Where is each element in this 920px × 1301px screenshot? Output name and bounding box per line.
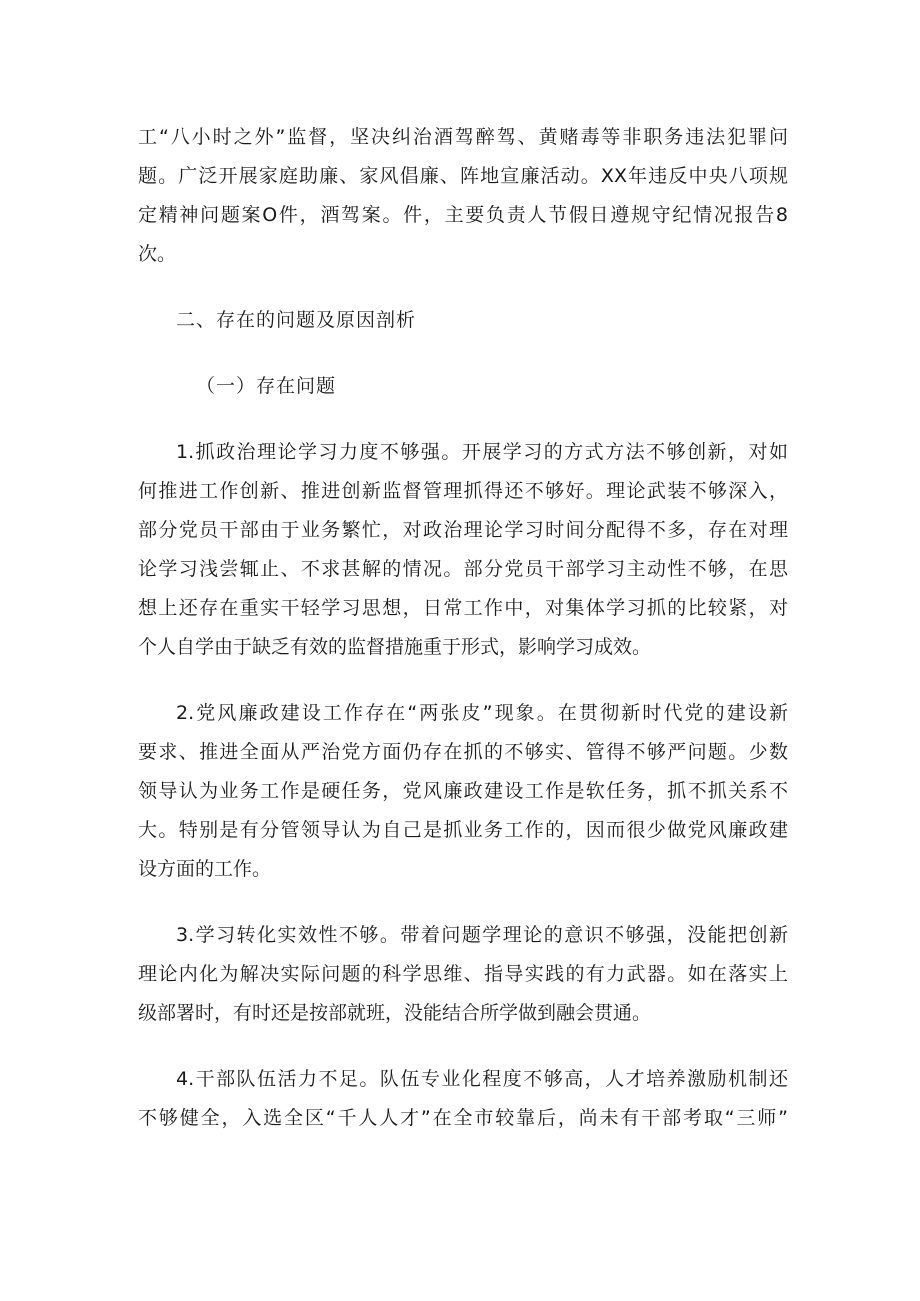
text-line: 4.干部队伍活力不足。队伍专业化程度不够高，人才培养激励机制还 — [176, 1068, 788, 1090]
text-line: 领导认为业务工作是硬任务，党风廉政建设工作是软任务，抓不抓关系不 — [138, 780, 788, 802]
text-line: 次。 — [138, 243, 177, 265]
text-line: 级部署时，有时还是按部就班，没能结合所学做到融会贯通。 — [138, 1002, 652, 1024]
document-body — [138, 118, 788, 1138]
text-line: 设方面的工作。 — [138, 858, 272, 880]
text-line: 想上还存在重实干轻学习思想，日常工作中，对集体学习抓的比较紧，对 — [138, 597, 788, 619]
section-heading: 二、存在的问题及原因剖析 — [176, 309, 417, 331]
text-line: 何推进工作创新、推进创新监督管理抓得还不够好。理论武装不够深入， — [138, 480, 788, 502]
text-line: 1.抓政治理论学习力度不够强。开展学习的方式方法不够创新，对如 — [176, 441, 788, 463]
text-line: 3.学习转化实效性不够。带着问题学理论的意识不够强，没能把创新 — [176, 924, 788, 946]
text-line: 不够健全，入选全区“千人人才”在全市较靠后，尚未有干部考取“三师” — [138, 1107, 788, 1129]
text-line: 要求、推进全面从严治党方面仍存在抓的不够实、管得不够严问题。少数 — [138, 741, 788, 763]
text-line: 2.党风廉政建设工作存在“两张皮”现象。在贯彻新时代党的建设新 — [176, 702, 788, 724]
text-line: 定精神问题案O件，酒驾案。件，主要负责人节假日遵规守纪情况报告8 — [138, 204, 788, 226]
text-line: 大。特别是有分管领导认为自己是抓业务工作的，因而很少做党风廉政建 — [138, 819, 788, 841]
text-line: 工“八小时之外”监督，坚决纠治酒驾醉驾、黄赌毒等非职务违法犯罪问 — [138, 126, 788, 148]
text-line: 个人自学由于缺乏有效的监督措施重于形式，影响学习成效。 — [138, 636, 652, 658]
text-line: 题。广泛开展家庭助廉、家风倡廉、阵地宣廉活动。XX年违反中央八项规 — [138, 165, 788, 187]
problem-item-4 — [138, 1060, 788, 1138]
text-line: 理论内化为解决实际问题的科学思维、指导实践的有力武器。如在落实上 — [138, 963, 788, 985]
text-line: 部分党员干部由于业务繁忙，对政治理论学习时间分配得不多，存在对理 — [138, 519, 788, 541]
paragraph-continuation — [138, 118, 788, 274]
text-line: 论学习浅尝辄止、不求甚解的情况。部分党员干部学习主动性不够，在思 — [138, 558, 788, 580]
problem-item-3 — [138, 916, 788, 1033]
subsection-heading: （一）存在问题 — [196, 375, 337, 397]
problem-item-2 — [138, 694, 788, 889]
problem-item-1 — [138, 433, 788, 667]
